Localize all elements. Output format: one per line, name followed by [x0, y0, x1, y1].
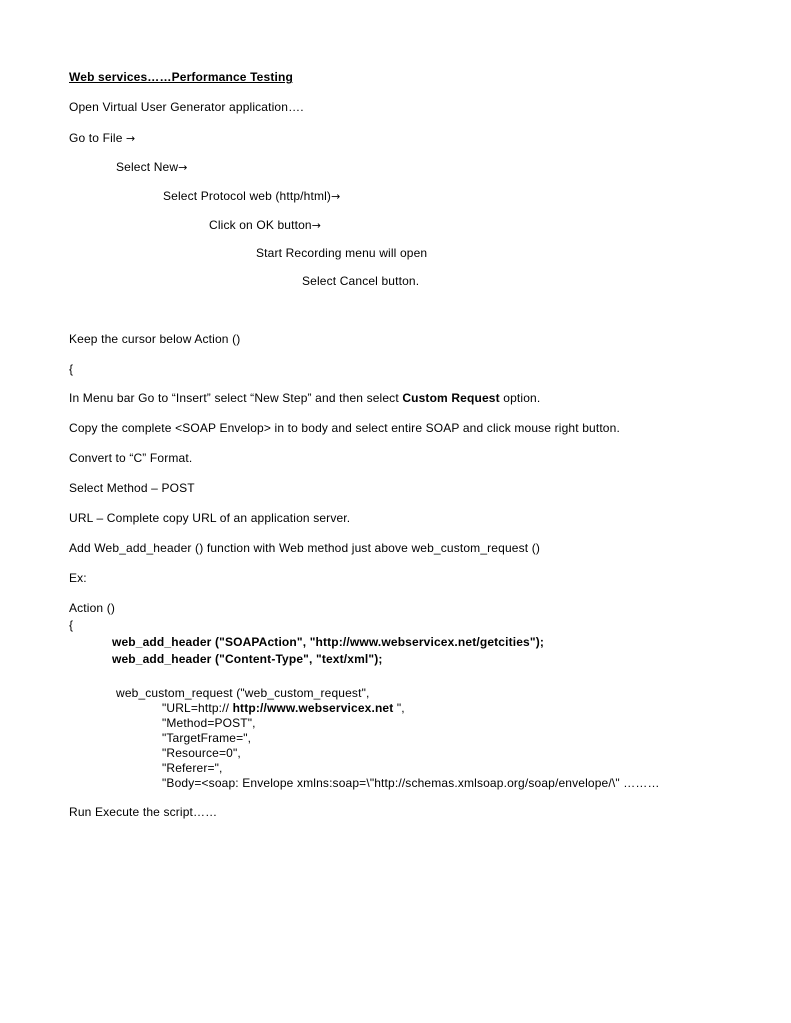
code-url-post: ", [393, 701, 405, 715]
code-header-soapaction: web_add_header ("SOAPAction", "http://www.webservicex.net/getcities"); [112, 635, 545, 649]
code-referer: "Referer=", [162, 761, 223, 775]
code-url-bold: http://www.webservicex.net [232, 701, 394, 715]
step-select-cancel: Select Cancel button. [302, 274, 420, 288]
instruction-menu-custom-request: Custom Request [402, 391, 500, 405]
instruction-method: Select Method – POST [69, 481, 195, 495]
code-brace: { [69, 618, 74, 632]
code-url-line [162, 701, 405, 715]
step-select-new-text: Select New [116, 160, 179, 174]
arrow-right-icon: → [331, 190, 341, 203]
instruction-menu-pre: In Menu bar Go to “Insert” select “New Step” and then select [69, 391, 403, 405]
step-select-new [116, 160, 188, 175]
step-open-vugen: Open Virtual User Generator application…. [69, 100, 304, 114]
document-title: Web services……Performance Testing [69, 70, 293, 84]
arrow-right-icon: → [178, 161, 188, 174]
code-method: "Method=POST", [162, 716, 256, 730]
code-custom-request: web_custom_request ("web_custom_request", [116, 686, 370, 700]
step-select-protocol [163, 189, 340, 204]
instruction-url: URL – Complete copy URL of an application server. [69, 511, 351, 525]
step-start-recording: Start Recording menu will open [256, 246, 428, 260]
step-click-ok-text: Click on OK button [209, 218, 312, 232]
arrow-right-icon: → [126, 132, 136, 145]
step-go-to-file-text: Go to File [69, 131, 127, 145]
instruction-example: Ex: [69, 571, 87, 585]
code-target-frame: "TargetFrame=", [162, 731, 252, 745]
code-header-content-type: web_add_header ("Content-Type", "text/xml"); [112, 652, 383, 666]
instruction-copy: Copy the complete <SOAP Envelop> in to body and select entire SOAP and click mouse right button. [69, 421, 620, 435]
step-go-to-file [69, 131, 135, 146]
arrow-right-icon: → [311, 219, 322, 232]
footer-run-script: Run Execute the script…… [69, 805, 218, 819]
instruction-menu-post: option. [499, 391, 541, 405]
instruction-brace-open: { [69, 362, 74, 376]
code-body: "Body=<soap: Envelope xmlns:soap=\"http://schemas.xmlsoap.org/soap/envelope/\" ……… [162, 776, 660, 790]
instruction-convert: Convert to “C” Format. [69, 451, 193, 465]
instruction-add-header: Add Web_add_header () function with Web method just above web_custom_request () [69, 541, 541, 555]
instruction-menu [69, 391, 540, 405]
step-click-ok [209, 218, 321, 233]
step-select-protocol-text: Select Protocol web (http/html) [163, 189, 332, 203]
instruction-cursor: Keep the cursor below Action () [69, 332, 241, 346]
code-resource: "Resource=0", [162, 746, 241, 760]
code-action: Action () [69, 601, 116, 615]
code-url-pre: "URL=http:// [162, 701, 233, 715]
